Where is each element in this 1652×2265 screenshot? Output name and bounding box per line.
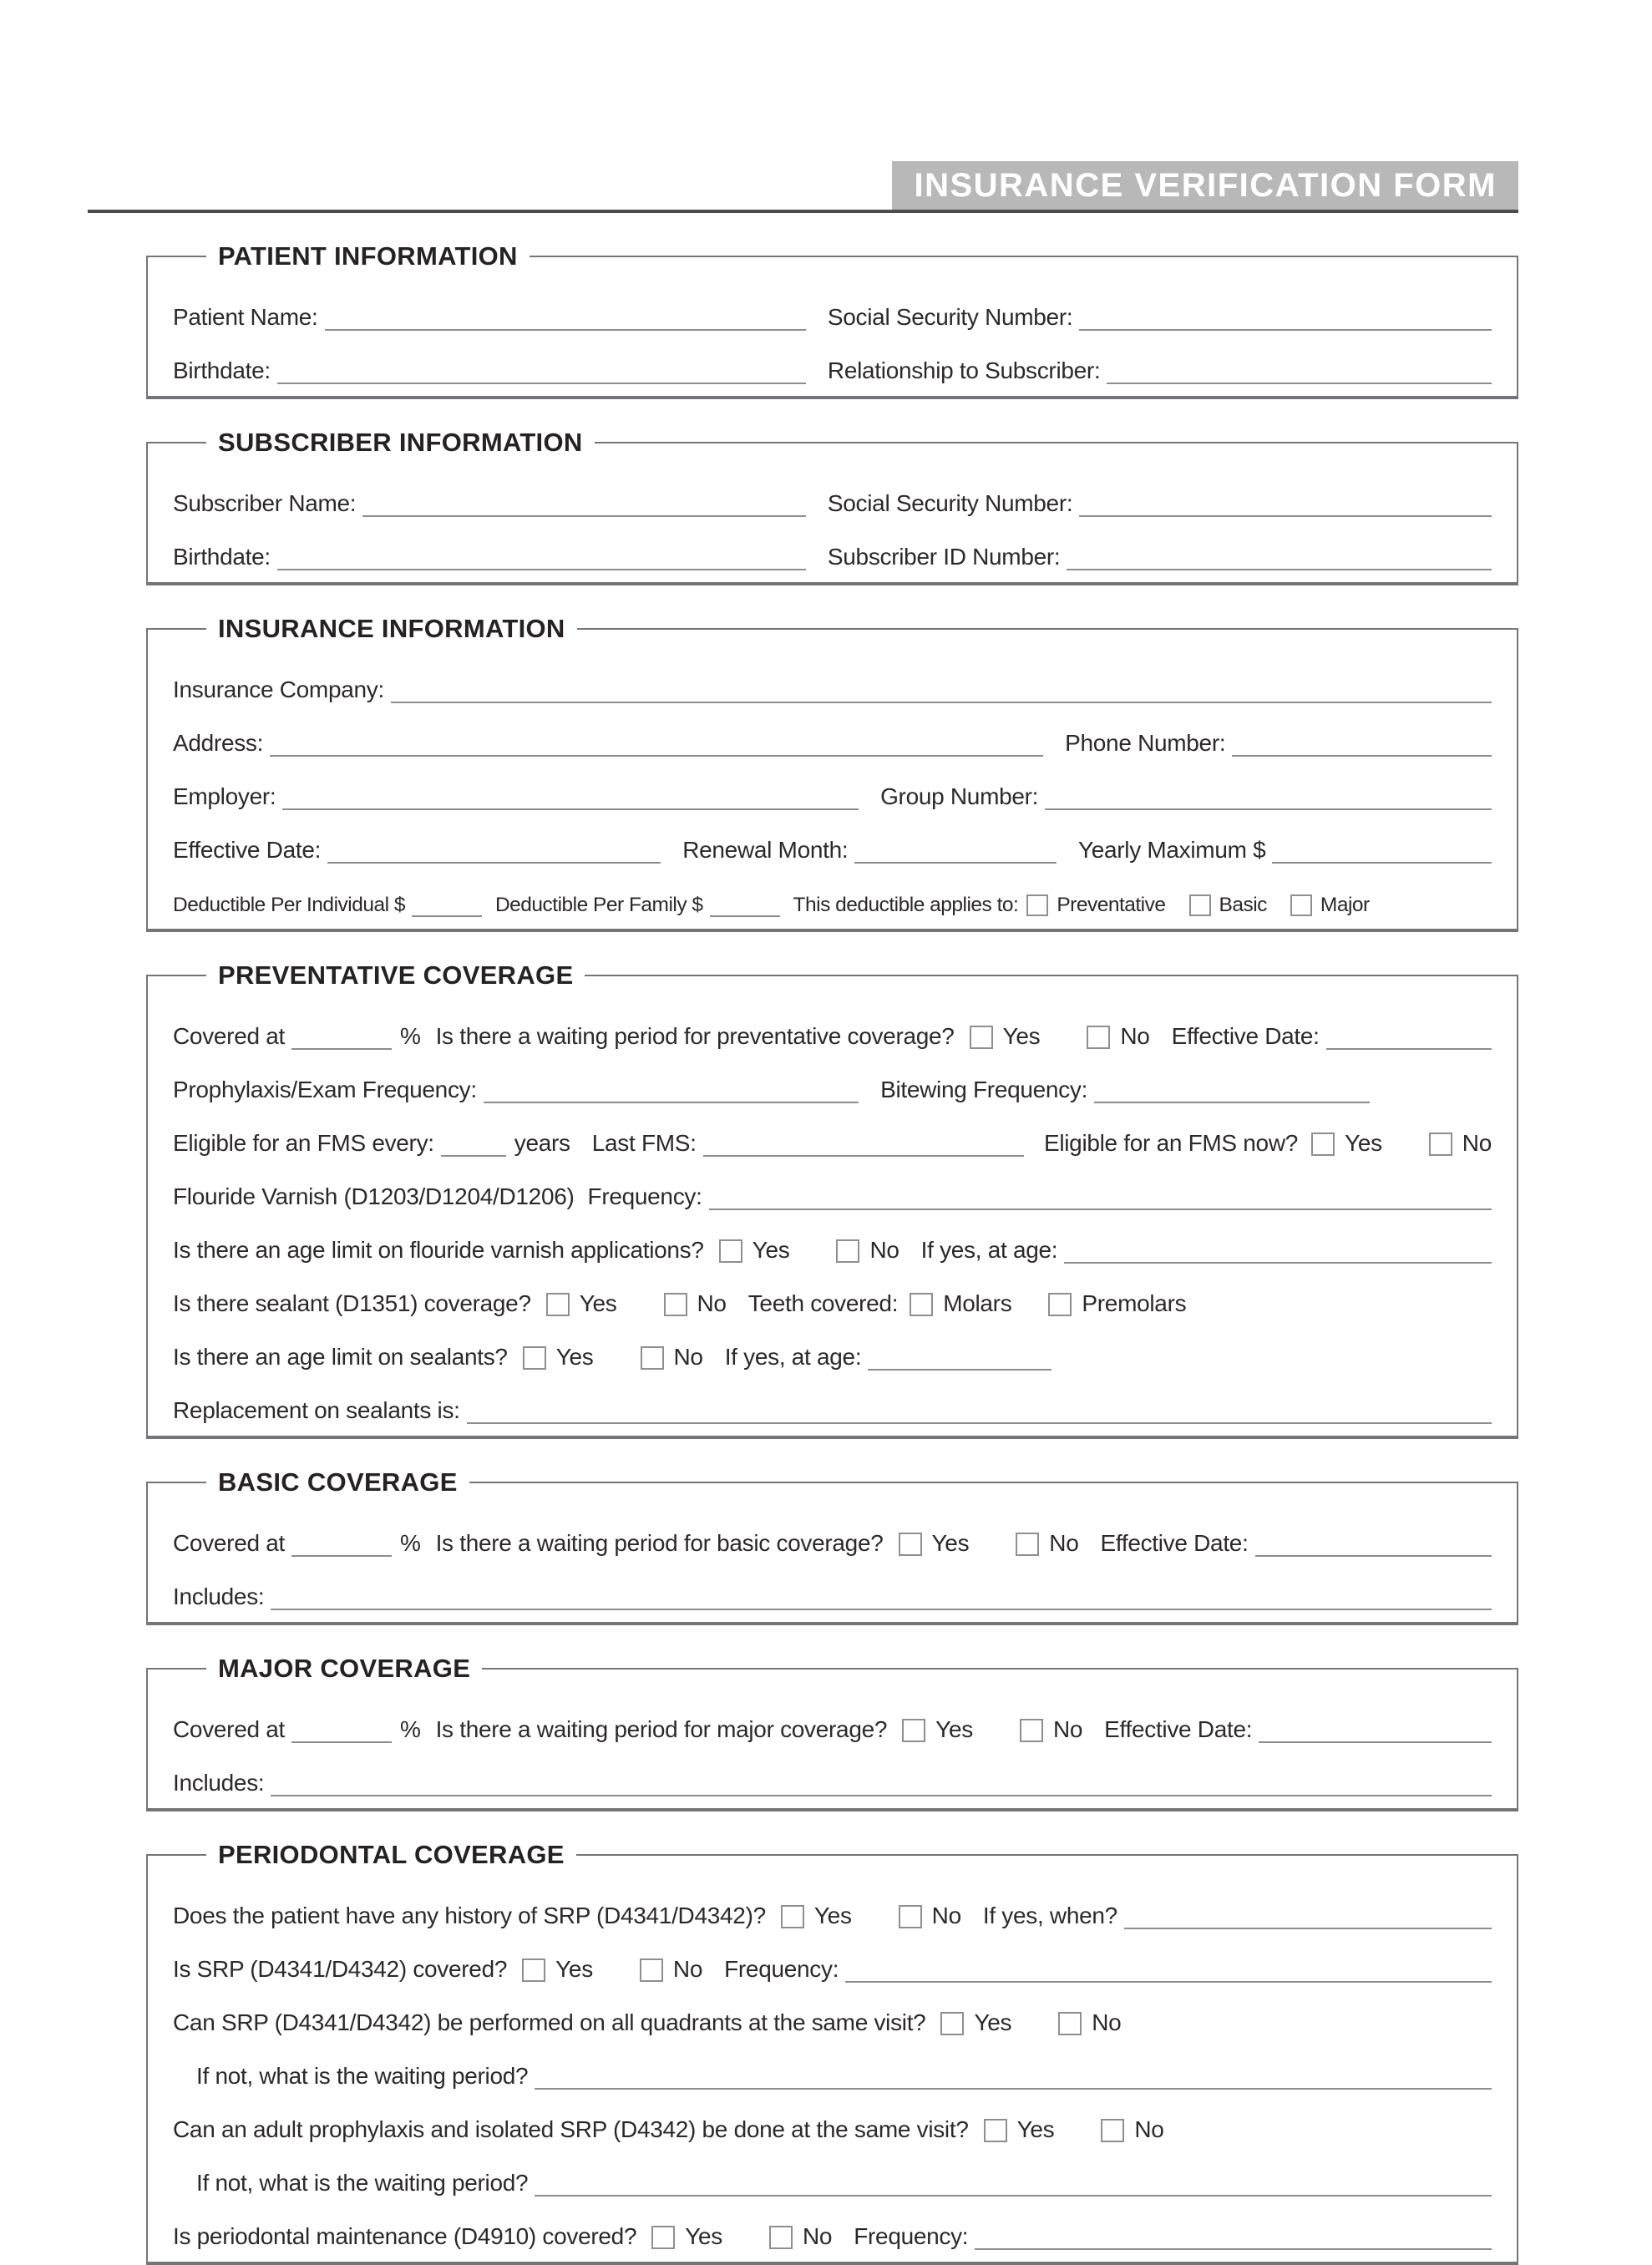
form-row — [173, 484, 1492, 517]
checkbox-option-preventative — [1026, 894, 1165, 917]
field-label: Insurance Company: — [173, 676, 384, 702]
column — [1043, 730, 1492, 757]
field-label: Social Security Number: — [827, 489, 1073, 516]
checkbox-option-no — [1087, 1023, 1149, 1050]
blank-line[interactable] — [277, 560, 806, 570]
checkbox-option-no — [1101, 2116, 1163, 2143]
field-label: Covered at — [173, 1529, 285, 1556]
checkbox-label: Preventative — [1057, 893, 1166, 916]
form-row — [173, 1016, 1492, 1050]
checkbox[interactable] — [836, 1239, 859, 1263]
field-label: If yes, when? — [982, 1902, 1117, 1928]
checkbox[interactable] — [1290, 894, 1312, 916]
blank-line[interactable] — [703, 1147, 1024, 1157]
field-label: Is there a waiting period for preventative coverage? — [435, 1022, 955, 1049]
blank-line[interactable] — [535, 2080, 1492, 2090]
field-label: Is periodontal maintenance (D4910) covered? — [173, 2222, 637, 2249]
form-row — [173, 537, 1492, 570]
checkbox-label: No — [869, 1236, 899, 1263]
column — [806, 304, 1492, 331]
checkbox[interactable] — [719, 1239, 742, 1263]
form-row — [173, 1949, 1492, 1983]
column — [173, 304, 806, 331]
section-periodontal-coverage — [146, 1842, 1518, 2265]
field-label: Phone Number: — [1065, 729, 1226, 756]
field-label: Effective Date: — [1104, 1715, 1253, 1742]
blank-line[interactable] — [412, 907, 482, 917]
form-row — [173, 1577, 1492, 1610]
checkbox[interactable] — [1311, 1132, 1335, 1156]
blank-line[interactable] — [441, 1147, 506, 1157]
field-label: Eligible for an FMS now? — [1043, 1129, 1299, 1156]
checkbox-option-molars — [910, 1290, 1011, 1317]
checkbox-option-no — [1016, 1530, 1078, 1557]
form-row — [173, 1391, 1492, 1424]
checkbox[interactable] — [902, 1719, 925, 1742]
checkbox-option-yes — [522, 1956, 593, 1983]
blank-line[interactable] — [1094, 1093, 1370, 1103]
blank-line[interactable] — [1272, 854, 1492, 864]
field-label: Is there an age limit on flouride varnish applications? — [173, 1236, 704, 1263]
field-label: This deductible applies to: — [793, 893, 1019, 916]
checkbox-option-yes — [719, 1237, 790, 1264]
form-row — [173, 777, 1492, 810]
checkbox[interactable] — [970, 1026, 993, 1049]
column — [806, 544, 1492, 570]
checkbox[interactable] — [910, 1293, 933, 1316]
section-title: SUBSCRIBER INFORMATION — [218, 428, 583, 457]
blank-line[interactable] — [710, 907, 780, 917]
field-label: If yes, at age: — [920, 1236, 1058, 1263]
field-label: Social Security Number: — [827, 303, 1073, 330]
field-label: Is there an age limit on sealants? — [173, 1343, 508, 1370]
section-major-coverage — [146, 1655, 1518, 1811]
checkbox-option-basic — [1189, 894, 1267, 917]
checkbox-label: Yes — [555, 1955, 593, 1982]
checkbox-label: Basic — [1219, 893, 1267, 916]
checkbox-option-no — [640, 1956, 702, 1983]
blank-line[interactable] — [1124, 1919, 1492, 1929]
blank-line[interactable] — [1079, 507, 1492, 517]
checkbox-option-no — [769, 2223, 832, 2250]
field-label: Birthdate: — [173, 357, 271, 383]
field-label: Frequency: — [724, 1955, 839, 1982]
field-label: Covered at — [173, 1715, 285, 1742]
checkbox-label: Yes — [555, 1343, 594, 1370]
checkbox[interactable] — [1020, 1719, 1043, 1742]
checkbox-option-no — [1429, 1130, 1492, 1157]
form-row — [173, 2056, 1492, 2090]
blank-line[interactable] — [282, 800, 859, 810]
form-row — [173, 830, 1492, 864]
checkbox[interactable] — [546, 1293, 570, 1316]
form-row — [173, 723, 1492, 757]
checkbox-label: Yes — [1016, 2116, 1055, 2142]
form-row — [173, 1284, 1492, 1317]
field-label: Covered at — [173, 1022, 285, 1049]
checkbox[interactable] — [1026, 894, 1048, 916]
blank-line[interactable] — [1259, 1733, 1492, 1743]
section-title: MAJOR COVERAGE — [218, 1654, 471, 1683]
checkbox[interactable] — [651, 2226, 675, 2249]
field-label: Is there sealant (D1351) coverage? — [173, 1290, 531, 1316]
blank-line[interactable] — [327, 854, 661, 864]
form-row — [173, 1523, 1492, 1557]
checkbox-label: Yes — [1345, 1129, 1382, 1156]
checkbox-option-no — [664, 1290, 727, 1317]
blank-line[interactable] — [291, 1040, 392, 1050]
form-row — [173, 2003, 1492, 2036]
blank-line[interactable] — [1255, 1547, 1492, 1557]
form-header — [88, 161, 1518, 213]
field-label: Group Number: — [880, 783, 1039, 809]
blank-line[interactable] — [271, 1786, 1492, 1796]
field-label: Prophylaxis/Exam Frequency: — [173, 1076, 477, 1102]
section-patient-information — [146, 243, 1518, 399]
checkbox[interactable] — [1101, 2119, 1124, 2142]
form-row — [173, 1337, 1492, 1371]
checkbox[interactable] — [940, 2012, 964, 2035]
blank-line[interactable] — [1067, 560, 1492, 570]
blank-line[interactable] — [1107, 374, 1492, 384]
field-label: Subscriber Name: — [173, 489, 357, 516]
section-title: PATIENT INFORMATION — [218, 241, 518, 271]
checkbox-label: Molars — [943, 1290, 1012, 1316]
checkbox[interactable] — [781, 1905, 804, 1928]
field-label: Birthdate: — [173, 543, 271, 570]
section-title: INSURANCE INFORMATION — [218, 614, 565, 643]
checkbox-option-no — [899, 1903, 961, 1929]
checkbox-option-yes — [523, 1344, 594, 1371]
field-label: Renewal Month: — [682, 836, 849, 863]
field-label: Subscriber ID Number: — [827, 543, 1061, 570]
checkbox-option-no — [641, 1344, 703, 1371]
section-preventative-coverage — [146, 962, 1518, 1439]
checkbox-label: No — [697, 1290, 727, 1316]
field-label: Teeth covered: — [747, 1290, 899, 1316]
form-row — [173, 1230, 1492, 1264]
section-insurance-information — [146, 616, 1518, 932]
blank-line[interactable] — [484, 1093, 859, 1103]
blank-line[interactable] — [270, 747, 1043, 757]
column — [173, 1077, 859, 1103]
checkbox-label: No — [673, 1343, 703, 1370]
blank-line[interactable] — [291, 1547, 392, 1557]
section-title: PERIODONTAL COVERAGE — [218, 1840, 565, 1869]
column — [1057, 837, 1492, 864]
section-subscriber-information — [146, 429, 1518, 585]
section-title: BASIC COVERAGE — [218, 1467, 458, 1497]
blank-line[interactable] — [854, 854, 1057, 864]
blank-line[interactable] — [1045, 800, 1492, 810]
checkbox[interactable] — [984, 2119, 1007, 2142]
blank-line[interactable] — [709, 1200, 1492, 1210]
checkbox-label: No — [1049, 1529, 1079, 1556]
field-label: Effective Date: — [1100, 1529, 1249, 1556]
field-label: % — [399, 1529, 421, 1556]
field-label: Relationship to Subscriber: — [827, 357, 1101, 383]
checkbox-label: Major — [1320, 893, 1370, 916]
field-label: Deductible Per Individual $ — [173, 893, 405, 916]
checkbox-label: Yes — [752, 1236, 790, 1263]
form-row — [173, 297, 1492, 331]
checkbox-label: Yes — [579, 1290, 617, 1316]
column — [173, 730, 1043, 757]
checkbox-label: No — [1052, 1715, 1083, 1742]
checkbox-option-no — [836, 1237, 899, 1264]
blank-line[interactable] — [325, 321, 806, 331]
blank-line[interactable] — [271, 1600, 1492, 1610]
field-label: Eligible for an FMS every: — [173, 1129, 434, 1156]
checkbox-label: No — [1092, 2009, 1122, 2035]
field-label: years — [514, 1129, 570, 1156]
form-row — [173, 1070, 1492, 1103]
checkbox[interactable] — [523, 1346, 546, 1370]
field-label: Is there a waiting period for major coverage? — [435, 1715, 888, 1742]
field-label: Employer: — [173, 783, 276, 809]
checkbox-label: Yes — [974, 2009, 1012, 2035]
field-label: If not, what is the waiting period? — [196, 2169, 529, 2196]
checkbox-label: Premolars — [1082, 1290, 1187, 1316]
blank-line[interactable] — [467, 1414, 1492, 1424]
form-row — [173, 670, 1492, 703]
checkbox-option-yes — [970, 1023, 1041, 1050]
form-row — [173, 884, 1492, 917]
checkbox-option-no — [1058, 2009, 1121, 2036]
checkbox-option-yes — [1311, 1130, 1382, 1157]
column — [859, 1077, 1492, 1103]
checkbox[interactable] — [1087, 1026, 1110, 1049]
checkbox-label: Yes — [935, 1715, 973, 1742]
form-row — [173, 2163, 1492, 2197]
field-label: Effective Date: — [173, 836, 322, 863]
field-label: Does the patient have any history of SRP (D4341/D4342)? — [173, 1902, 766, 1928]
form-row — [173, 2217, 1492, 2250]
blank-line[interactable] — [362, 507, 806, 517]
checkbox[interactable] — [664, 1293, 687, 1316]
checkbox-option-premolars — [1048, 1290, 1186, 1317]
form-row — [173, 1123, 1492, 1157]
section-basic-coverage — [146, 1469, 1518, 1625]
checkbox-label: No — [1120, 1022, 1150, 1049]
blank-line[interactable] — [845, 1973, 1492, 1983]
field-label: Includes: — [173, 1769, 265, 1796]
checkbox-label: Yes — [813, 1902, 852, 1928]
section-title: PREVENTATIVE COVERAGE — [218, 960, 574, 990]
form-sections — [88, 243, 1518, 2265]
field-label: Is SRP (D4341/D4342) covered? — [173, 1955, 508, 1982]
checkbox-option-yes — [940, 2009, 1011, 2036]
field-label: If not, what is the waiting period? — [196, 2062, 529, 2089]
blank-line[interactable] — [1079, 321, 1492, 331]
blank-line[interactable] — [975, 2240, 1492, 2250]
field-label: Frequency: — [854, 2222, 969, 2249]
form-row — [173, 351, 1492, 384]
checkbox[interactable] — [1048, 1293, 1072, 1316]
checkbox-label: No — [931, 1902, 961, 1928]
field-label: % — [399, 1022, 421, 1049]
checkbox[interactable] — [1429, 1132, 1452, 1156]
form-row — [173, 1896, 1492, 1929]
checkbox-label: Yes — [1002, 1022, 1041, 1049]
column — [173, 490, 806, 517]
column — [173, 357, 806, 384]
column — [173, 783, 859, 810]
field-label: Bitewing Frequency: — [880, 1076, 1088, 1102]
checkbox[interactable] — [1189, 894, 1211, 916]
column — [806, 490, 1492, 517]
field-label: Can an adult prophylaxis and isolated SRP (D4342) be done at the same visit? — [173, 2116, 969, 2142]
page-title: INSURANCE VERIFICATION FORM — [892, 161, 1518, 210]
checkbox[interactable] — [899, 1905, 922, 1928]
checkbox[interactable] — [1058, 2012, 1082, 2035]
blank-line[interactable] — [291, 1733, 392, 1743]
field-label: Address: — [173, 729, 264, 756]
checkbox[interactable] — [641, 1346, 664, 1370]
checkbox-label: No — [1462, 1129, 1492, 1156]
column — [173, 544, 806, 570]
form-row — [173, 1710, 1492, 1743]
field-label: Deductible Per Family $ — [494, 893, 703, 916]
checkbox[interactable] — [899, 1533, 922, 1556]
checkbox-option-yes — [546, 1290, 617, 1317]
checkbox-option-yes — [902, 1716, 973, 1743]
checkbox[interactable] — [640, 1958, 663, 1982]
checkbox-label: No — [1134, 2116, 1164, 2142]
field-label: Patient Name: — [173, 303, 318, 330]
form-row — [173, 1177, 1492, 1210]
checkbox[interactable] — [1016, 1533, 1039, 1556]
column — [806, 357, 1492, 384]
blank-line[interactable] — [1326, 1040, 1492, 1050]
field-label: Last FMS: — [591, 1129, 697, 1156]
header-rule — [88, 210, 1518, 213]
blank-line[interactable] — [1064, 1254, 1492, 1264]
field-label: Replacement on sealants is: — [173, 1396, 460, 1423]
field-label: Frequency: — [587, 1183, 702, 1209]
checkbox-option-yes — [651, 2223, 722, 2250]
checkbox-option-yes — [984, 2116, 1055, 2143]
checkbox-label: Yes — [685, 2222, 723, 2249]
field-label: Can SRP (D4341/D4342) be performed on all quadrants at the same visit? — [173, 2009, 926, 2035]
blank-line[interactable] — [277, 374, 806, 384]
blank-line[interactable] — [868, 1361, 1052, 1371]
column — [173, 837, 661, 864]
checkbox-label: Yes — [931, 1529, 970, 1556]
field-label: Is there a waiting period for basic coverage? — [435, 1529, 884, 1556]
field-label: % — [399, 1715, 421, 1742]
checkbox-label: No — [803, 2222, 833, 2249]
form-row — [173, 2110, 1492, 2143]
column — [661, 837, 1057, 864]
checkbox[interactable] — [769, 2226, 793, 2249]
checkbox[interactable] — [522, 1958, 545, 1982]
blank-line[interactable] — [1232, 747, 1492, 757]
checkbox-option-yes — [781, 1903, 852, 1929]
checkbox-option-major — [1290, 894, 1370, 917]
form-row — [173, 1763, 1492, 1796]
field-label: Yearly Maximum $ — [1077, 836, 1266, 863]
blank-line[interactable] — [391, 693, 1492, 703]
blank-line[interactable] — [535, 2186, 1492, 2197]
checkbox-label: No — [672, 1955, 703, 1982]
field-label: Flouride Varnish (D1203/D1204/D1206) — [173, 1183, 575, 1209]
field-label: If yes, at age: — [724, 1343, 862, 1370]
column — [859, 783, 1492, 810]
field-label: Includes: — [173, 1583, 265, 1609]
checkbox-option-no — [1020, 1716, 1082, 1743]
checkbox-option-yes — [899, 1530, 970, 1557]
field-label: Effective Date: — [1171, 1022, 1320, 1049]
